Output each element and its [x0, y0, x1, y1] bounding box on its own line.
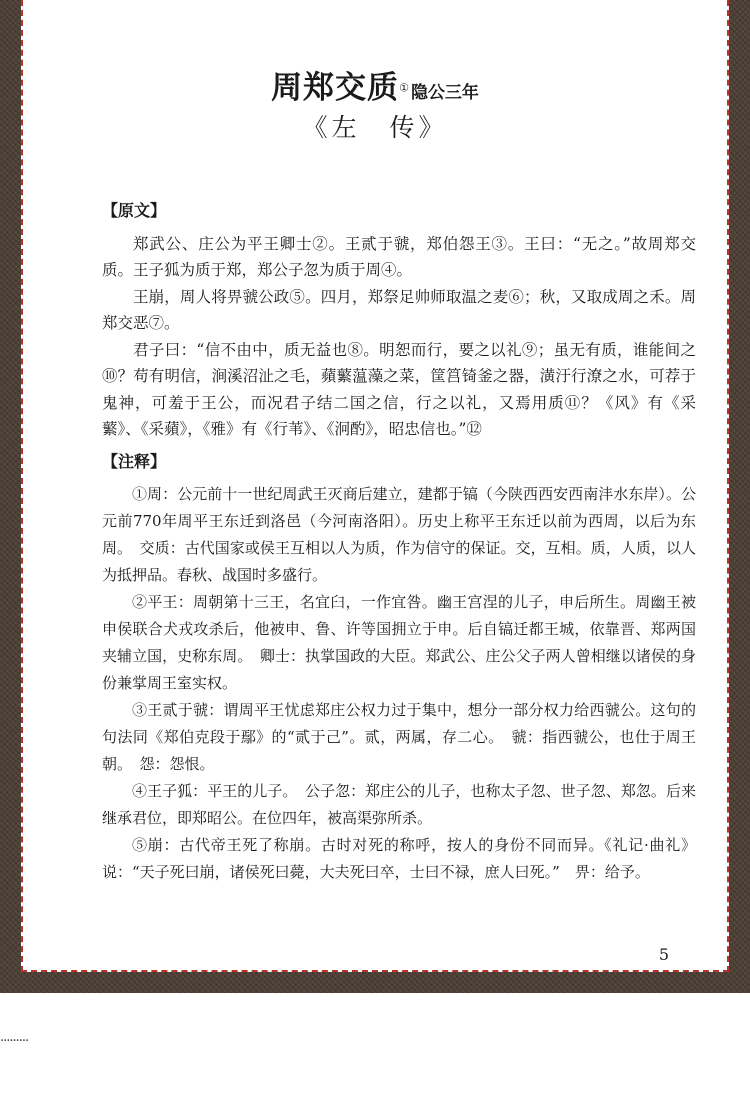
text-content: [102, 198, 696, 886]
notes-heading: 【注释】: [102, 451, 167, 471]
title-note-mark: ①: [399, 81, 409, 95]
original-paragraph: 王崩，周人将畀虢公政⑤。四月，郑祭足帅师取温之麦⑥；秋，又取成周之禾。周郑交恶⑦。: [102, 287, 696, 332]
original-paragraph: 郑武公、庄公为平王卿士②。王贰于虢，郑伯怨王③。王曰：“无之。”故周郑交质。王子狐为质于郑，郑公子忽为质于周④。: [102, 234, 696, 279]
note-item: ④王子狐：平王的儿子。 公子忽：郑庄公的儿子，也称太子忽、世子忽、郑忽。后来继承君位，即郑昭公。在位四年，被高渠弥所杀。: [102, 782, 696, 827]
page-number: 5: [658, 945, 669, 964]
footer-dots: .........: [0, 1030, 29, 1045]
note-item: ③王贰于虢：谓周平王忧虑郑庄公权力过于集中，想分一部分权力给西虢公。这句的句法同《郑伯克段于鄢》的“贰于己”。贰，两属，存二心。 虢：指西虢公，也仕于周王朝。 怨：怨恨。: [102, 701, 696, 773]
page-title: 周郑交质: [271, 70, 400, 106]
book-page: [21, 0, 729, 972]
original-text-heading: 【原文】: [102, 201, 167, 220]
note-item: ②平王：周朝第十三王，名宜臼，一作宜咎。幽王宫涅的儿子，申后所生。周幽王被申侯联合犬戎攻杀后，他被申、鲁、许等国拥立于申。后自镐迁都王城，依靠晋、郑两国夹辅立国，史称东周。 卿士：执掌国政的大臣。郑武公、庄公父子两人曾相继以诸侯的身份兼掌周王室实权。: [102, 593, 696, 692]
original-paragraph: 君子曰：“信不由中，质无益也⑧。明恕而行，要之以礼⑨；虽无有质，谁能间之⑩？苟有明信，涧溪沼沚之毛，蘋蘩蕰藻之菜，筐筥锜釜之器，潢汙行潦之水，可荐于鬼神，可羞于王公，而况君子结二国之信，行之以礼，又焉用质⑪？《风》有《采蘩》、《采蘋》，《雅》有《行苇》、《泂酌》，昭忠信也。”⑫: [102, 340, 696, 438]
title-line: [23, 62, 727, 107]
note-item: ⑤崩：古代帝王死了称崩。古时对死的称呼，按人的身份不同而异。《礼记·曲礼》说：“天子死曰崩，诸侯死曰薨，大夫死曰卒，士曰不禄，庶人曰死。” 畀：给予。: [102, 836, 696, 881]
source-title: 《左 传》: [302, 113, 448, 142]
title-subtitle: 隐公三年: [410, 83, 479, 103]
note-item: ①周：公元前十一世纪周武王灭商后建立，建都于镐（今陕西西安西南沣水东岸）。公元前770年周平王东迁到洛邑（今河南洛阳）。历史上称平王东迁以前为西周，以后为东周。 交质：古代国家或侯王互相以人为质，作为信守的保证。交，互相。质，人质，以人为抵押品。春秋、战国时多盛行。: [102, 485, 696, 584]
